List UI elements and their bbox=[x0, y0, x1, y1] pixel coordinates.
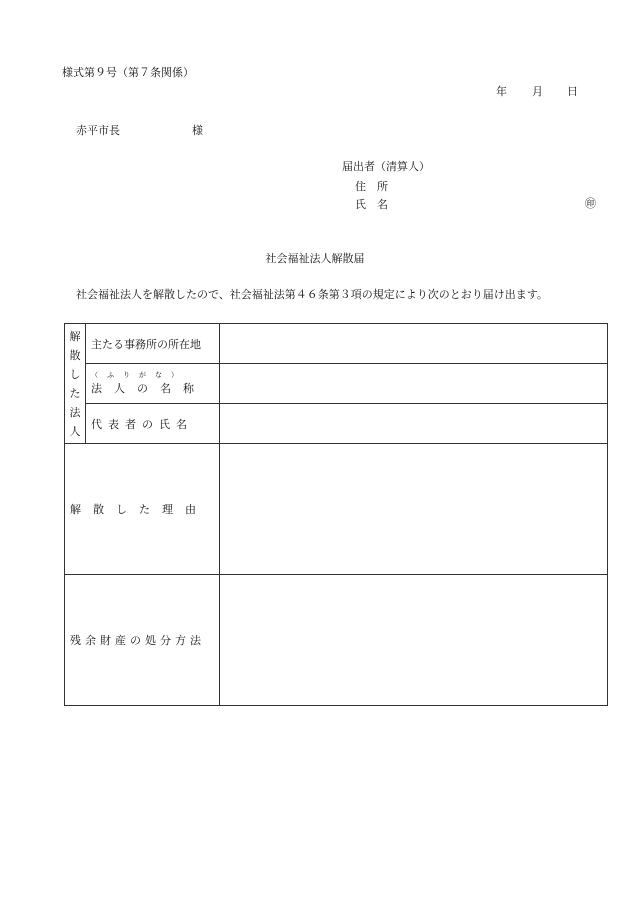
addressee-name: 赤平市長 bbox=[76, 124, 120, 137]
document-title: 社会福祉法人解散届 bbox=[265, 252, 365, 265]
table-row bbox=[65, 444, 608, 575]
document-statement: 社会福祉法人を解散したので、社会福祉法第４６条第３項の規定により次のとおり届け出ます。 bbox=[76, 288, 548, 301]
filer-title: 届出者（清算人） bbox=[342, 160, 430, 173]
corp-name-field[interactable] bbox=[220, 364, 608, 404]
table-row bbox=[65, 404, 608, 444]
form-number: 様式第９号（第７条関係） bbox=[62, 66, 194, 79]
group-label-char: 解 bbox=[69, 329, 81, 343]
date-day-label: 日 bbox=[567, 85, 578, 98]
corp-name-label: 法人の名称 bbox=[91, 381, 206, 395]
main-office-label: 主たる事務所の所在地 bbox=[86, 324, 220, 364]
asset-disposal-label: 残余財産の処分方法 bbox=[65, 575, 220, 706]
table-row bbox=[65, 324, 608, 364]
group-label-char: し bbox=[69, 367, 81, 381]
group-label-char: 法 bbox=[69, 405, 81, 419]
filer-name-label: 氏 名 bbox=[355, 198, 388, 211]
asset-disposal-field[interactable] bbox=[220, 575, 608, 706]
reason-label: 解散した理由 bbox=[65, 444, 220, 575]
group-label-char: た bbox=[69, 386, 81, 400]
reason-field[interactable] bbox=[220, 444, 608, 575]
representative-label: 代表者の氏名 bbox=[86, 404, 220, 444]
group-label-char: 人 bbox=[69, 424, 81, 438]
filer-address-label: 住 所 bbox=[355, 180, 388, 193]
date-month-label: 月 bbox=[532, 85, 543, 98]
dissolution-form-table bbox=[64, 323, 608, 706]
corp-name-label-cell bbox=[86, 364, 220, 404]
dissolved-corporation-group-label bbox=[65, 324, 86, 444]
addressee-honorific: 様 bbox=[192, 124, 203, 137]
table-row bbox=[65, 575, 608, 706]
representative-field[interactable] bbox=[220, 404, 608, 444]
furigana-label: （ふりがな） bbox=[91, 370, 187, 379]
table-row bbox=[65, 364, 608, 404]
main-office-field[interactable] bbox=[220, 324, 608, 364]
group-label-char: 散 bbox=[69, 348, 81, 362]
date-year-label: 年 bbox=[496, 85, 507, 98]
seal-mark: ㊞ bbox=[585, 197, 596, 210]
